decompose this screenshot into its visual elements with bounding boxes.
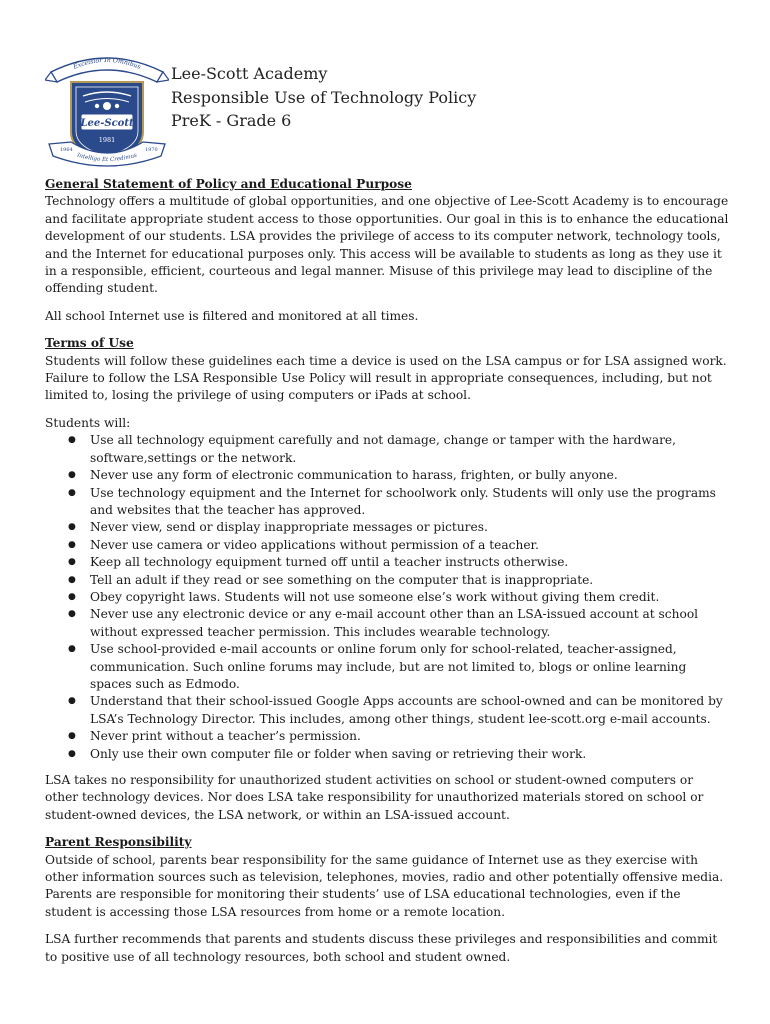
list-item: ● Obey copyright laws. Students will not use someone else’s work without giving them credit. — [45, 589, 729, 606]
filter-note: All school Internet use is filtered and monitored at all times. — [45, 308, 419, 323]
general-statement-body: Technology offers a multitude of global opportunities, and one objective of Lee-Scott Academy is to encourage and facilitate appropriate student access to those opportunities. Our goal in this is to enhance the educational development of our students. LSA provides the privilege of access to its computer network, technology tools, and the Internet for educational purposes only. This access will be available to students as long as they use it in a responsible, efficient, courteous and legal manner. Misuse of this privilege may lead to discipline of the offending student. — [45, 194, 729, 296]
svg-text:1981: 1981 — [98, 136, 116, 144]
disclaimer-paragraph: LSA takes no responsibility for unauthorized student activities on school or student-owned computers or other technology devices. Nor does LSA take responsibility for unauthorized materials stored on school or student-owned devices, the LSA network, or within an LSA-issued account. — [45, 773, 704, 822]
grade-range: PreK - Grade 6 — [171, 111, 292, 130]
parent-responsibility-heading: Parent Responsibility — [45, 835, 192, 850]
list-item: ● Understand that their school-issued Google Apps accounts are school-owned and can be monitored by LSA’s Technology Director. This includes, among other things, student lee-scott.org e-mail accounts. — [45, 693, 729, 728]
svg-text:Intelligo Et Credimus: Intelligo Et Credimus — [76, 152, 138, 164]
list-item: ● Never use any electronic device or any e-mail account other than an LSA-issued account at school without expressed teacher permission. This includes wearable technology. — [45, 606, 729, 641]
svg-text:1964: 1964 — [60, 147, 73, 153]
students-will-lead: Students will: — [45, 415, 131, 430]
parent-responsibility-body: Outside of school, parents bear responsibility for the same guidance of Internet use as they exercise with other information sources such as television, telephones, movies, radio and other potentially offensive media. Parents are responsible for monitoring their students’ use of LSA educational technologies, even if the student is accessing those LSA resources from home or a remote location. — [45, 852, 724, 919]
list-item: ● Only use their own computer file or folder when saving or retrieving their work. — [45, 746, 729, 763]
header-title-block — [171, 62, 476, 133]
general-statement-section — [45, 176, 729, 325]
list-item: ● Never print without a teacher’s permission. — [45, 728, 729, 745]
lee-scott-seal-logo — [45, 52, 169, 168]
general-statement-heading: General Statement of Policy and Educational Purpose — [45, 177, 412, 191]
svg-text:1970: 1970 — [145, 147, 158, 153]
terms-of-use-section — [45, 335, 729, 824]
document-page — [45, 52, 729, 966]
list-item: ● Never view, send or display inappropriate messages or pictures. — [45, 519, 729, 536]
rules-list — [45, 432, 729, 763]
list-item: ● Use all technology equipment carefully and not damage, change or tamper with the hardware, software,settings or the network. — [45, 432, 729, 467]
list-item: ● Use school-provided e-mail accounts or online forum only for school-related, teacher-assigned, communication. Such online forums may include, but are not limited to, blogs or online learning spaces such as Edmodo. — [45, 641, 729, 693]
parent-responsibility-section — [45, 834, 729, 966]
list-item: ● Tell an adult if they read or see something on the computer that is inappropriate. — [45, 572, 729, 589]
terms-of-use-heading: Terms of Use — [45, 336, 134, 351]
list-item: ● Never use camera or video applications without permission of a teacher. — [45, 537, 729, 554]
svg-text:Lee-Scott: Lee-Scott — [80, 118, 134, 129]
list-item: ● Keep all technology equipment turned off until a teacher instructs otherwise. — [45, 554, 729, 571]
terms-intro: Students will follow these guidelines each time a device is used on the LSA campus or for LSA assigned work. Failure to follow the LSA Responsible Use Policy will result in appropriate consequences, including, but not limited to, losing the privilege of using computers or iPads at school. — [45, 353, 727, 403]
policy-title: Responsible Use of Technology Policy — [171, 87, 477, 107]
svg-text:Excelsior In Omnibus: Excelsior In Omnibus — [72, 56, 142, 71]
parent-recommendation: LSA further recommends that parents and students discuss these privileges and responsibilities and commit to positive use of all technology resources, both school and student owned. — [45, 932, 718, 964]
list-item: ● Never use any form of electronic communication to harass, frighten, or bully anyone. — [45, 467, 729, 484]
document-header — [45, 52, 729, 176]
school-name: Lee-Scott Academy — [171, 64, 328, 83]
list-item: ● Use technology equipment and the Internet for schoolwork only. Students will only use the programs and websites that the teacher has approved. — [45, 485, 729, 520]
